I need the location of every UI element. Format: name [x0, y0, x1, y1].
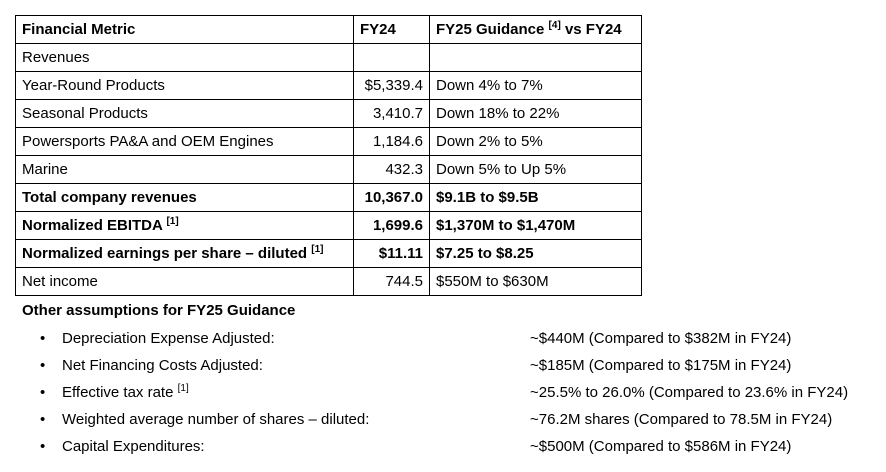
- row-label: Marine: [16, 156, 354, 184]
- row-label: Year-Round Products: [16, 72, 354, 100]
- row-guidance-value: $9.1B to $9.5B: [430, 184, 642, 212]
- table-header-row: [16, 16, 642, 44]
- row-label: Seasonal Products: [16, 100, 354, 128]
- list-item: [0, 434, 886, 461]
- row-label: Normalized earnings per share – diluted: [22, 245, 312, 262]
- list-item: [0, 353, 886, 380]
- footnote-marker: [1]: [166, 216, 179, 227]
- bullet-icon: •: [40, 357, 46, 374]
- row-fy24-value: 3,410.7: [354, 100, 430, 128]
- row-label-cell: [16, 212, 354, 240]
- row-fy24-value: 1,184.6: [354, 128, 430, 156]
- table-row-powersports: [16, 128, 642, 156]
- table-row-normalized-eps: [16, 240, 642, 268]
- financial-guidance-table: [15, 15, 642, 296]
- assumption-value: ~$440M (Compared to $382M in FY24): [530, 330, 792, 347]
- row-fy24-value: [354, 44, 430, 72]
- row-guidance-value: $1,370M to $1,470M: [430, 212, 642, 240]
- row-label: Total company revenues: [16, 184, 354, 212]
- assumption-label: Capital Expenditures:: [62, 438, 205, 455]
- bullet-icon: •: [40, 411, 46, 428]
- table-row-net-income: [16, 268, 642, 296]
- row-guidance-value: [430, 44, 642, 72]
- row-fy24-value: 1,699.6: [354, 212, 430, 240]
- header-fy24: FY24: [354, 16, 430, 44]
- assumption-value: ~25.5% to 26.0% (Compared to 23.6% in FY24): [530, 384, 849, 401]
- row-guidance-value: $550M to $630M: [430, 268, 642, 296]
- header-financial-metric: Financial Metric: [16, 16, 354, 44]
- list-item: [0, 407, 886, 434]
- row-fy24-value: 744.5: [354, 268, 430, 296]
- row-fy24-value: 432.3: [354, 156, 430, 184]
- footnote-marker: [4]: [548, 20, 561, 31]
- row-guidance-value: Down 18% to 22%: [430, 100, 642, 128]
- assumption-value: ~76.2M shares (Compared to 78.5M in FY24): [530, 411, 833, 428]
- header-fy25-guidance: [430, 16, 642, 44]
- row-label: Powersports PA&A and OEM Engines: [16, 128, 354, 156]
- assumption-label: Weighted average number of shares – diluted:: [62, 411, 370, 428]
- assumption-label: Net Financing Costs Adjusted:: [62, 357, 263, 374]
- table-row-normalized-ebitda: [16, 212, 642, 240]
- header-guidance-label: FY25 Guidance: [436, 21, 545, 38]
- bullet-icon: •: [40, 330, 46, 347]
- header-guidance-suffix: vs FY24: [560, 21, 622, 38]
- assumptions-list: [0, 326, 886, 461]
- row-fy24-value: 10,367.0: [354, 184, 430, 212]
- row-guidance-value: Down 2% to 5%: [430, 128, 642, 156]
- assumption-value: ~$185M (Compared to $175M in FY24): [530, 357, 792, 374]
- footnote-marker: [1]: [311, 244, 324, 255]
- assumptions-title: Other assumptions for FY25 Guidance: [22, 302, 296, 319]
- row-fy24-value: $11.11: [354, 240, 430, 268]
- table-row-revenues: [16, 44, 642, 72]
- assumption-label: Effective tax rate: [62, 384, 178, 401]
- table-row-year-round-products: [16, 72, 642, 100]
- row-guidance-value: Down 4% to 7%: [430, 72, 642, 100]
- bullet-icon: •: [40, 438, 46, 455]
- row-fy24-value: $5,339.4: [354, 72, 430, 100]
- assumption-label-cell: [62, 384, 189, 401]
- assumption-label: Depreciation Expense Adjusted:: [62, 330, 275, 347]
- assumption-value: ~$500M (Compared to $586M in FY24): [530, 438, 792, 455]
- list-item: [0, 326, 886, 353]
- table-row-total-revenues: [16, 184, 642, 212]
- bullet-icon: •: [40, 384, 46, 401]
- row-label-cell: [16, 240, 354, 268]
- row-label: Net income: [16, 268, 354, 296]
- table-row-seasonal-products: [16, 100, 642, 128]
- list-item: [0, 380, 886, 407]
- row-guidance-value: $7.25 to $8.25: [430, 240, 642, 268]
- footnote-marker: [1]: [177, 383, 189, 394]
- row-guidance-value: Down 5% to Up 5%: [430, 156, 642, 184]
- row-label: Revenues: [16, 44, 354, 72]
- row-label: Normalized EBITDA: [22, 217, 167, 234]
- table-row-marine: [16, 156, 642, 184]
